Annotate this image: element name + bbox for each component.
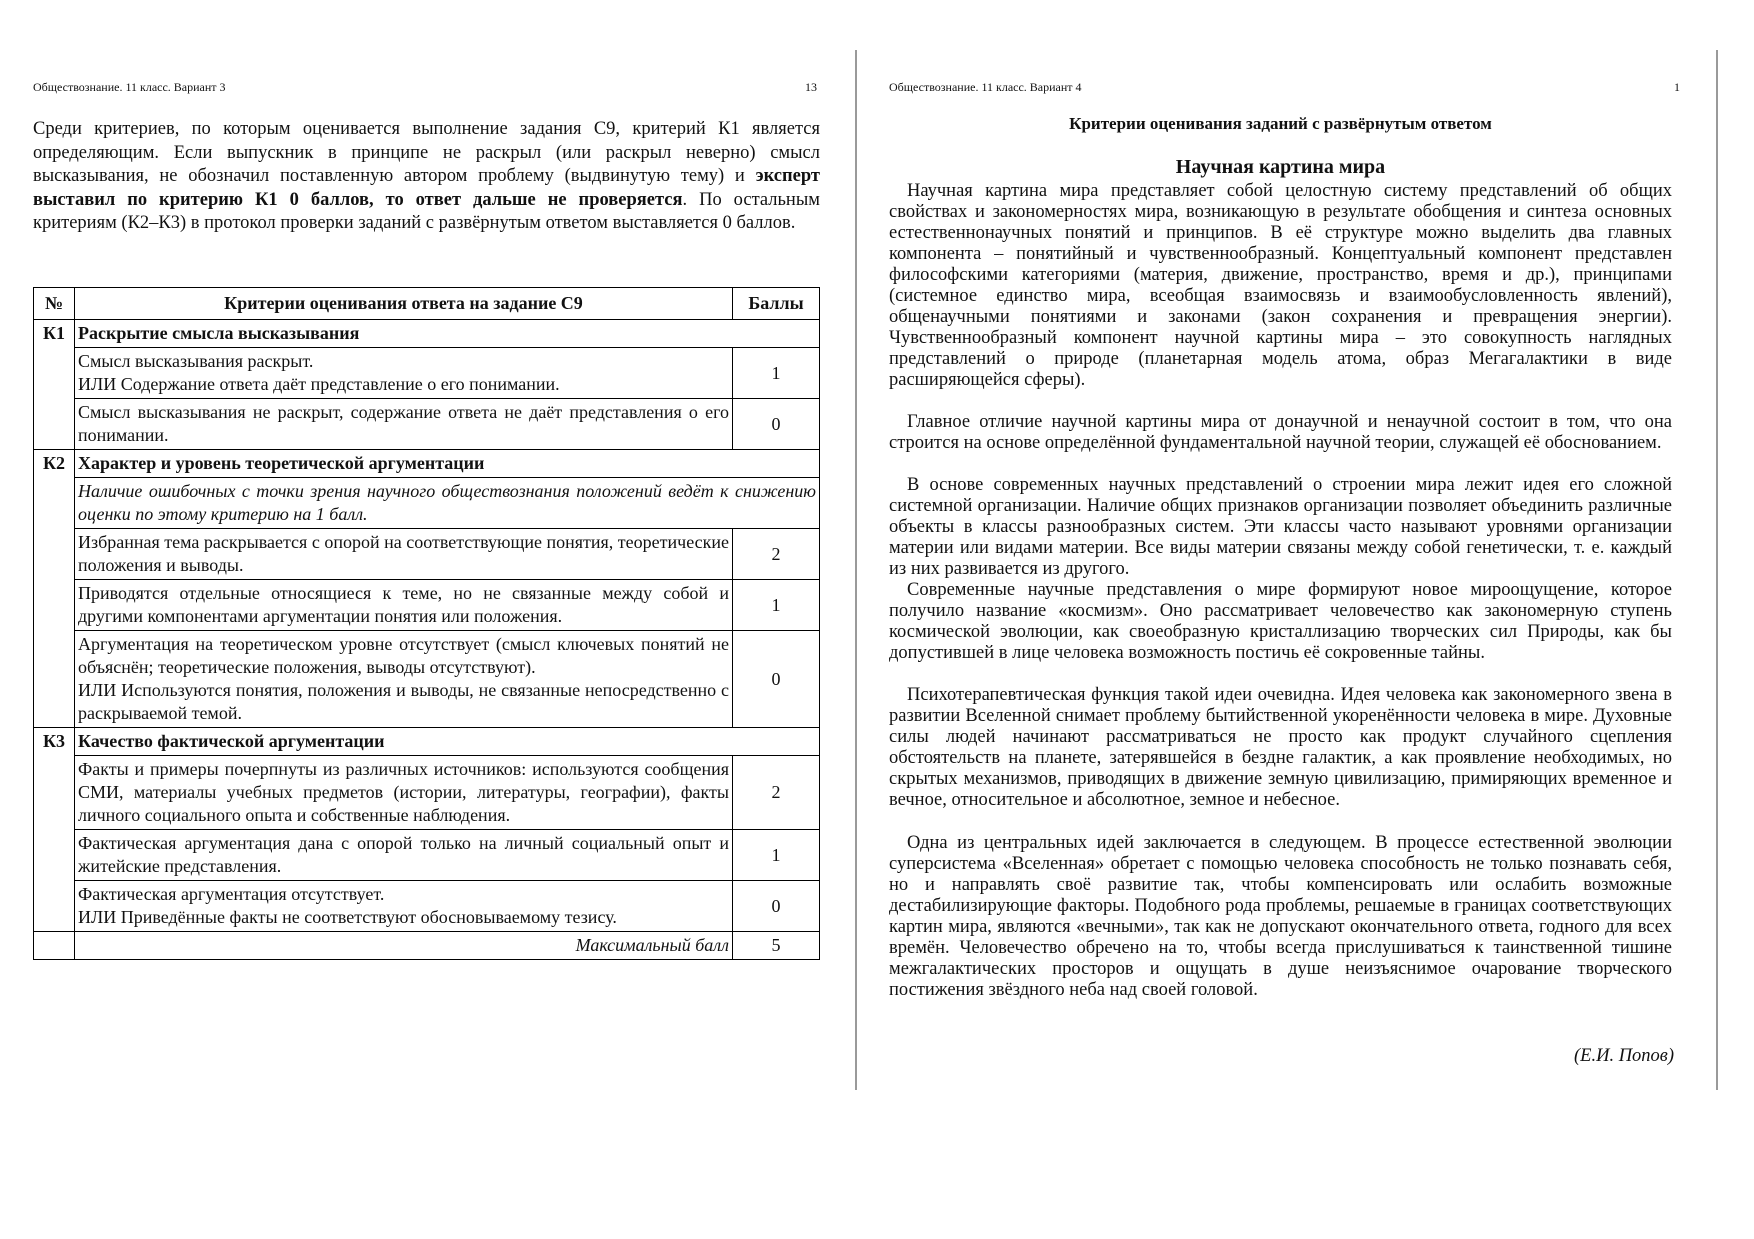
table-row [34,399,820,450]
criterion-description [75,348,733,399]
criterion-text-alt: ИЛИ Используются понятия, положения и выводы, не связанные непосредственно с раскрываемой темой. [78,680,729,723]
author-signature: (Е.И. Попов) [1574,1046,1674,1066]
left-page [0,0,856,1239]
criterion-description [75,631,733,728]
text-paragraph-4: Современные научные представления о мире формируют новое мироощущение, которое получило название «космизм». Оно рассматривает человечество как закономерную ступень космической эволюции, как своеобразную кристаллизацию творческих сил Природы, как бы допустившей в лице человека возможность постичь её сокровенные тайны. [889,580,1672,663]
criterion-k1-title-row [34,320,820,348]
column-header-number: № [34,288,75,320]
criterion-score: 0 [733,881,820,932]
criterion-score: 2 [733,529,820,580]
right-page-number: 1 [1674,80,1680,94]
left-page-number: 13 [805,80,817,94]
intro-paragraph [33,118,820,236]
criterion-description: Приводятся отдельные относящиеся к теме, но не связанные между собой и другими компонентами аргументации понятия или положения. [75,580,733,631]
criterion-text: Аргументация на теоретическом уровне отсутствует (смысл ключевых понятий не объяснён; теоретические положения, выводы отсутствуют). [78,634,729,677]
intro-text-2: . По остальным критериям (К2–К3) в протокол проверки заданий с развёрнутым ответом выставляется 0 баллов. [33,189,820,233]
criterion-text-alt: ИЛИ Приведённые факты не соответствуют обосновываемому тезису. [78,907,617,927]
criterion-code-k2: К2 [34,450,75,728]
criterion-code-k3: К3 [34,728,75,932]
criterion-score: 0 [733,399,820,450]
intro-text-bold: эксперт выставил по критерию К1 0 баллов, то ответ дальше не проверяется [33,166,820,210]
criterion-text: Смысл высказывания раскрыт. [78,351,314,371]
criterion-description: Фактическая аргументация дана с опорой только на личный социальный опыт и житейские представления. [75,830,733,881]
text-paragraph-2: Главное отличие научной картины мира от донаучной и ненаучной состоит в том, что она строится на основе определённой фундаментальной научной теории, служащей её обоснованием. [889,412,1672,453]
column-header-score: Баллы [733,288,820,320]
table-row [34,529,820,580]
table-row [34,830,820,881]
text-paragraph-3: В основе современных научных представлений о строении мира лежит идея его сложной системной организации. Наличие общих признаков организации позволяет объединить различные объекты в классы разнообразных систем. Эти классы часто называют уровнями организации материи или видами материи. Все виды материи связаны между собой генетически, т. е. каждый из них развивается из другого. [889,475,1672,579]
table-row [34,348,820,399]
criterion-score: 1 [733,348,820,399]
table-row [34,881,820,932]
criterion-description: Избранная тема раскрывается с опорой на соответствующие понятия, теоретические положения и выводы. [75,529,733,580]
criterion-text-alt: ИЛИ Содержание ответа даёт представление о его понимании. [78,374,560,394]
criterion-title-k2: Характер и уровень теоретической аргументации [75,450,820,478]
table-row [34,580,820,631]
max-score-value: 5 [733,932,820,960]
table-header-row [34,288,820,320]
max-score-row [34,932,820,960]
criterion-score: 1 [733,580,820,631]
criterion-note-k2: Наличие ошибочных с точки зрения научного обществознания положений ведёт к снижению оценки по этому критерию на 1 балл. [75,478,820,529]
criterion-code-k1: К1 [34,320,75,450]
criterion-description [75,881,733,932]
criterion-description: Смысл высказывания не раскрыт, содержание ответа не даёт представления о его понимании. [75,399,733,450]
criterion-text: Фактическая аргументация отсутствует. [78,884,385,904]
section-title: Критерии оценивания заданий с развёрнутым ответом [1069,114,1492,133]
criteria-table [33,287,820,960]
right-page-header: Обществознание. 11 класс. Вариант 4 [889,80,1082,94]
max-score-empty-cell [34,932,75,960]
criterion-k2-title-row [34,450,820,478]
criterion-title-k3: Качество фактической аргументации [75,728,820,756]
text-paragraph-5: Психотерапевтическая функция такой идеи очевидна. Идея человека как закономерного звена в развитии Вселенной снимает проблему бытийственной укоренённости человека в мире. Духовные силы людей начинают рассматриваться не просто как продукт случайного сцепления обстоятельств на планете, затерявшейся в бездне галактик, а как проявление необходимых, но скрытых механизмов, приводящих в движение земную цивилизацию, примиряющих временное и вечное, относительное и абсолютное, земное и небесное. [889,685,1672,810]
text-paragraph-6: Одна из центральных идей заключается в следующем. В процессе естественной эволюции суперсистема «Вселенная» обретает с помощью человека способность не только познавать себя, но и направлять своё развитие так, чтобы компенсировать или ослабить возможные дестабилизирующие факторы. Подобного рода проблемы, решаемые в границах соответствующих картин мира, являются «вечными», так как не допускают окончательного ответа, годного для всех времён. Человечество обречено на то, чтобы всегда прислушиваться к таинственной тишине межгалактических просторов и ощущать в душе неизъяснимое очарование творческого постижения звёздного неба над своей головой. [889,833,1672,1000]
criterion-k2-note-row [34,478,820,529]
table-row [34,756,820,830]
intro-text-1: Среди критериев, по которым оценивается выполнение задания С9, критерий К1 является определяющим. Если выпускник в принципе не раскрыл (или раскрыл неверно) смысл высказывания, не обозначил поставленную автором проблему (выдвинутую тему) и [33,119,820,186]
max-score-label: Максимальный балл [75,932,733,960]
right-page-edge-line [1716,50,1718,1090]
text-title: Научная картина мира [1175,156,1386,178]
text-paragraph-1: Научная картина мира представляет собой целостную систему представлений об общих свойствах и закономерностях мира, возникающую в результате обобщения и синтеза основных естественнонаучных понятий и принципов. В её структуре можно выделить два главных компонента – понятийный и чувственнообразный. Концептуальный компонент представлен философскими категориями (материя, движение, пространство, время и др.), принципами (системное единство мира, всеобщая взаимосвязь и взаимообусловленность явлений), общенаучными понятиями и законами (закон сохранения и превращения энергии). Чувственнообразный компонент научной картины мира – это совокупность наглядных представлений о природе (планетарная модель атома, образ Мегагалактики в виде расширяющейся сферы). [889,181,1672,390]
criterion-score: 2 [733,756,820,830]
criterion-score: 1 [733,830,820,881]
left-page-header: Обществознание. 11 класс. Вариант 3 [33,80,226,94]
criterion-description: Факты и примеры почерпнуты из различных источников: используются сообщения СМИ, материалы учебных предметов (истории, литературы, географии), факты личного социального опыта и собственные наблюдения. [75,756,733,830]
criterion-title-k1: Раскрытие смысла высказывания [75,320,820,348]
criterion-k3-title-row [34,728,820,756]
column-header-criteria: Критерии оценивания ответа на задание С9 [75,288,733,320]
table-row [34,631,820,728]
criterion-score: 0 [733,631,820,728]
